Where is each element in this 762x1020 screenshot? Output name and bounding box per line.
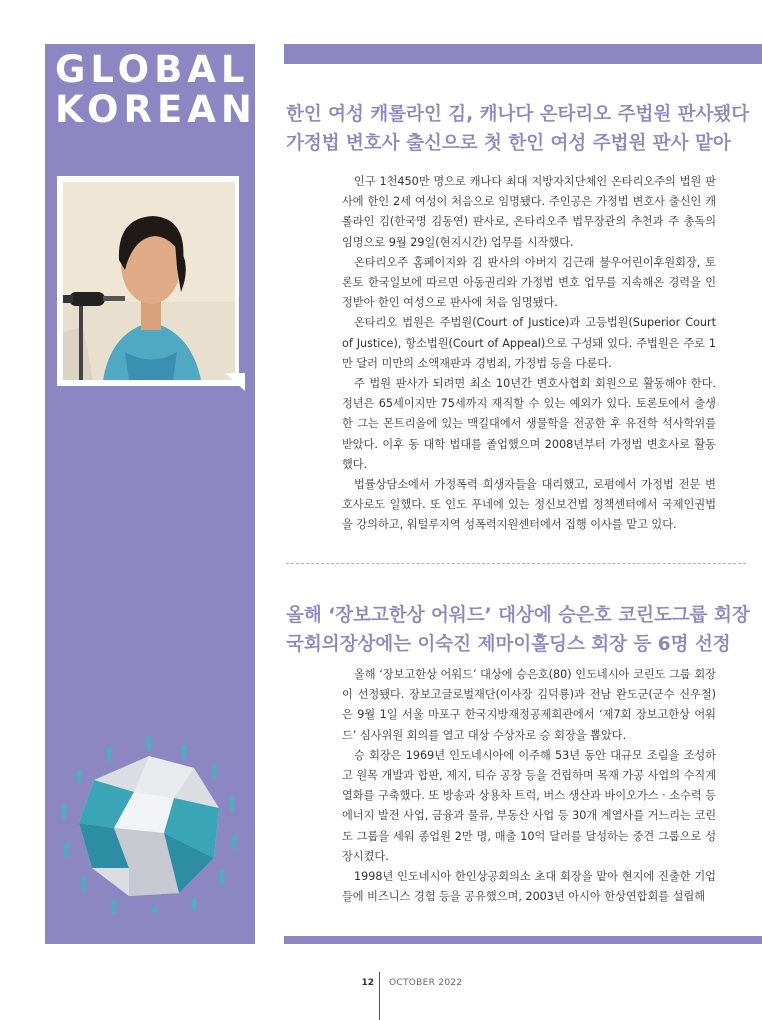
article1-title: 한인 여성 캐롤라인 김, 캐나다 온타리오 주법원 판사됐다 bbox=[286, 104, 750, 125]
top-accent-bar bbox=[284, 44, 762, 64]
article2-subtitle: 국회의장상에는 이숙진 제마이홀딩스 회장 등 6명 선정 bbox=[286, 634, 731, 655]
article1-paragraph: 온타리오주 홈페이지와 김 판사의 아버지 김근래 불우어린이후원회장, 토론토 한국일보에 따르면 아동권리와 가정법 변호 업무를 지속해온 경력을 인정받아 한인 여성으로 판사에 처음 임명됐다. bbox=[342, 255, 716, 310]
issue-date: OCTOBER 2022 bbox=[389, 978, 463, 988]
page-number: 12 bbox=[361, 978, 374, 988]
globe-illustration bbox=[54, 728, 244, 918]
brand-line-1: GLOBAL bbox=[55, 48, 250, 91]
article2-headline bbox=[286, 601, 756, 659]
footer-divider bbox=[379, 972, 380, 1020]
section-brand bbox=[55, 50, 255, 130]
portrait-photo bbox=[63, 182, 235, 380]
article1-subtitle: 가정법 변호사 출신으로 첫 한인 여성 주법원 판사 맡아 bbox=[286, 133, 731, 154]
article1-headline bbox=[286, 100, 756, 158]
article2-paragraph: 승 회장은 1969년 인도네시아에 이주해 53년 동안 대규모 조림을 조성하고 원목 개발과 합판, 제지, 티슈 공장 등을 건립하며 목재 가공 사업의 수직계열화를 구축했다. 또 방송과 상용차 트럭, 버스 생산과 바이오가스 · 소수력 등 에너지 발전 사업, 금융과 물류, 부동산 사업 등 30개 계열사를 거느리는 코린도 그룹을 세워 종업원 2만 명, 매출 10억 달러를 달성하는 중견 그룹으로 성장시켰다. bbox=[342, 748, 717, 863]
article-divider bbox=[286, 563, 746, 564]
article2-paragraph: 올해 ‘장보고한상 어워드’ 대상에 승은호(80) 인도네시아 코린도 그룹 회장이 선정됐다. 장보고글로벌재단(이사장 김덕룡)과 전남 완도군(군수 신우철)은 9월 1일 서울 마포구 한국지방재정공제회관에서 ‘제7회 장보고한상 어워드’ 심사위원 회의를 열고 대상 수상자로 승 회장을 뽑았다. bbox=[342, 668, 716, 742]
article1-paragraph: 온타리오 법원은 주법원(Court of Justice)과 고등법원(Superior Court of Justice), 항소법원(Court of Appeal)으로 구성돼 있다. 주법원은 주로 1만 달러 미만의 소액재판과 경범죄, 가정법 등을 다룬다. bbox=[342, 316, 716, 370]
article2-body bbox=[342, 665, 716, 907]
brand-line-2: KOREAN bbox=[55, 88, 257, 131]
article1-paragraph: 법률상담소에서 가정폭력 희생자들을 대리했고, 로펌에서 가정법 전문 변호사로도 일했다. 또 인도 푸네에 있는 정신보건법 정책센터에서 국제인권법을 강의하고, 워털루지역 성폭력지원센터에서 집행 이사를 맡고 있다. bbox=[342, 478, 716, 532]
article1-paragraph: 인구 1천450만 명으로 캐나다 최대 지방자치단체인 온타리오주의 법원 판사에 한인 2세 여성이 처음으로 임명됐다. 주인공은 가정법 변호사 출신인 캐롤라인 김(한국명 김동연) 판사로, 온타리오주 법무장관의 추천과 주 총독의 임명으로 9월 29일(현지시간) 업무를 시작했다. bbox=[342, 175, 716, 249]
bottom-accent-bar bbox=[284, 936, 762, 944]
article2-paragraph: 1998년 인도네시아 한인상공회의소 초대 회장을 맡아 현지에 진출한 기업들에 비즈니스 경험 등을 공유했으며, 2003년 아시아 한상연합회를 설립해 bbox=[342, 870, 716, 904]
photo-caption-notch bbox=[225, 373, 245, 391]
portrait-frame bbox=[57, 176, 239, 386]
article1-body bbox=[342, 172, 716, 536]
article2-title: 올해 ‘장보고한상 어워드’ 대상에 승은호 코린도그룹 회장 bbox=[286, 605, 750, 626]
article1-paragraph: 주 법원 판사가 되려면 최소 10년간 변호사협회 회원으로 활동해야 한다. 정년은 65세이지만 75세까지 재직할 수 있는 예외가 있다. 토론토에서 출생한 그는 몬트리올에 있는 맥길대에서 생물학을 전공한 후 유전학 석사학위를 받았다. 이후 동 대학 법대를 졸업했으며 2008년부터 가정법 변호사로 활동했다. bbox=[342, 377, 716, 471]
